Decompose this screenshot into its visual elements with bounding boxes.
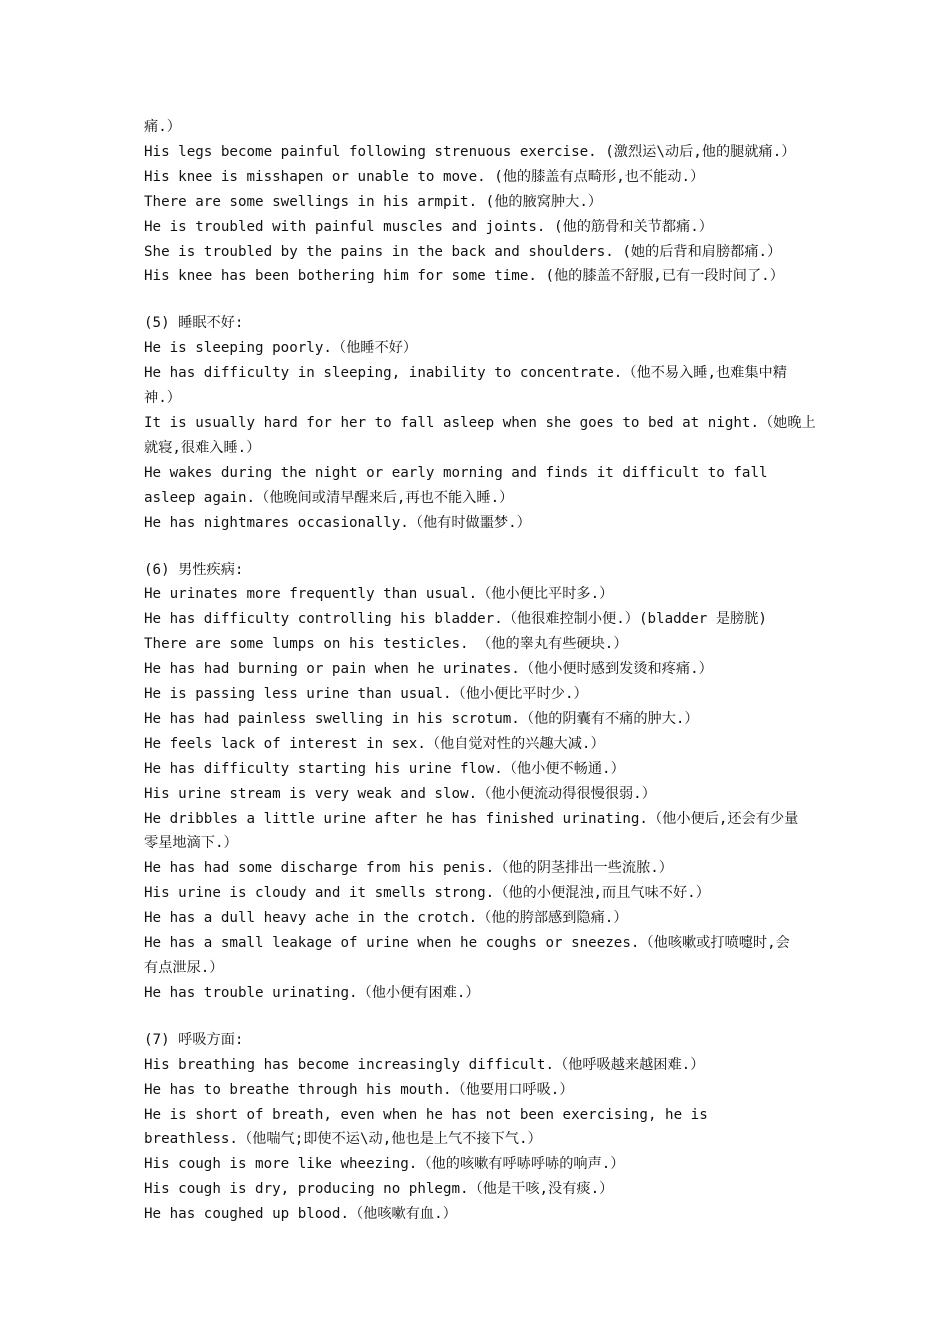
text-line: He is sleeping poorly.（他睡不好） (144, 340, 418, 357)
text-line: He has to breathe through his mouth.（他要用口呼吸.） (144, 1081, 574, 1098)
text-line: breathless.（他喘气;即使不运\动,他也是上气不接下气.） (144, 1131, 542, 1148)
text-line: There are some swellings in his armpit. (他的腋窝肿大.） (144, 193, 603, 210)
text-line: 痛.） (144, 119, 181, 135)
text-line: His cough is dry, producing no phlegm.（他是干咳,没有痰.） (144, 1181, 614, 1198)
text-line: He has coughed up blood.（他咳嗽有血.） (144, 1206, 457, 1223)
text-line: asleep again.（他晚间或清早醒来后,再也不能入睡.） (144, 489, 514, 506)
text-line: He is troubled with painful muscles and joints. (他的筋骨和关节都痛.） (144, 218, 713, 235)
text-line: 神.） (144, 390, 181, 407)
section-male-diseases (144, 558, 824, 1006)
text-line: He has a small leakage of urine when he coughs or sneezes.（他咳嗽或打喷嚏时,会 (144, 935, 790, 952)
text-block (144, 115, 824, 289)
text-line: He feels lack of interest in sex.（他自觉对性的兴趣大减.） (144, 735, 605, 752)
text-line: His knee is misshapen or unable to move. (他的膝盖有点畸形,也不能动.） (144, 168, 705, 185)
text-line: He has difficulty controlling his bladder.（他很难控制小便.）(bladder 是膀胱) (144, 611, 767, 628)
text-line: His urine stream is very weak and slow.（他小便流动得很慢很弱.） (144, 785, 656, 802)
text-line: She is troubled by the pains in the back and shoulders. (她的后背和肩膀都痛.） (144, 243, 782, 260)
text-line: His urine is cloudy and it smells strong.（他的小便混浊,而且气味不好.） (144, 885, 710, 902)
text-line: His legs become painful following strenuous exercise. (激烈运\动后,他的腿就痛.） (144, 143, 796, 160)
text-line: He has had some discharge from his penis.（他的阴茎排出一些流脓.） (144, 860, 673, 877)
text-line: He urinates more frequently than usual.（他小便比平时多.） (144, 586, 614, 603)
document-page (144, 115, 824, 1227)
section-breathing (144, 1028, 824, 1227)
text-line: 有点泄尿.） (144, 960, 224, 976)
text-line: He has trouble urinating.（他小便有困难.） (144, 984, 480, 1001)
text-line: It is usually hard for her to fall asleep when she goes to bed at night.（她晚上 (144, 414, 816, 431)
text-line: His cough is more like wheezing.（他的咳嗽有呼哧呼哧的响声.） (144, 1156, 625, 1173)
text-line: He wakes during the night or early morning and finds it difficult to fall (144, 464, 768, 481)
section-sleep (144, 311, 824, 535)
text-line: He has difficulty in sleeping, inability to concentrate.（他不易入睡,也难集中精 (144, 365, 787, 382)
text-line: His breathing has become increasingly difficult.（他呼吸越来越困难.） (144, 1056, 705, 1073)
text-line: 就寝,很难入睡.） (144, 439, 261, 456)
text-line: He has difficulty starting his urine flow.（他小便不畅通.） (144, 760, 625, 777)
text-line: He has had painless swelling in his scrotum.（他的阴囊有不痛的肿大.） (144, 710, 699, 727)
text-line: His knee has been bothering him for some time. (他的膝盖不舒服,已有一段时间了.） (144, 268, 784, 285)
section-heading: (7) 呼吸方面: (144, 1031, 244, 1048)
text-line: 零星地滴下.） (144, 835, 238, 852)
text-line: He has had burning or pain when he urinates.（他小便时感到发烫和疼痛.） (144, 661, 713, 678)
text-line: He is passing less urine than usual.（他小便比平时少.） (144, 686, 588, 703)
text-line: He is short of breath, even when he has not been exercising, he is (144, 1106, 708, 1123)
section-heading: (6) 男性疾病: (144, 561, 244, 578)
text-line: He dribbles a little urine after he has finished urinating.（他小便后,还会有少量 (144, 810, 799, 827)
section-heading: (5) 睡眠不好: (144, 315, 244, 332)
text-line: There are some lumps on his testicles. （他的睾丸有些硬块.） (144, 636, 628, 653)
text-line: He has nightmares occasionally.（他有时做噩梦.） (144, 514, 531, 531)
text-line: He has a dull heavy ache in the crotch.（他的胯部感到隐痛.） (144, 910, 628, 927)
